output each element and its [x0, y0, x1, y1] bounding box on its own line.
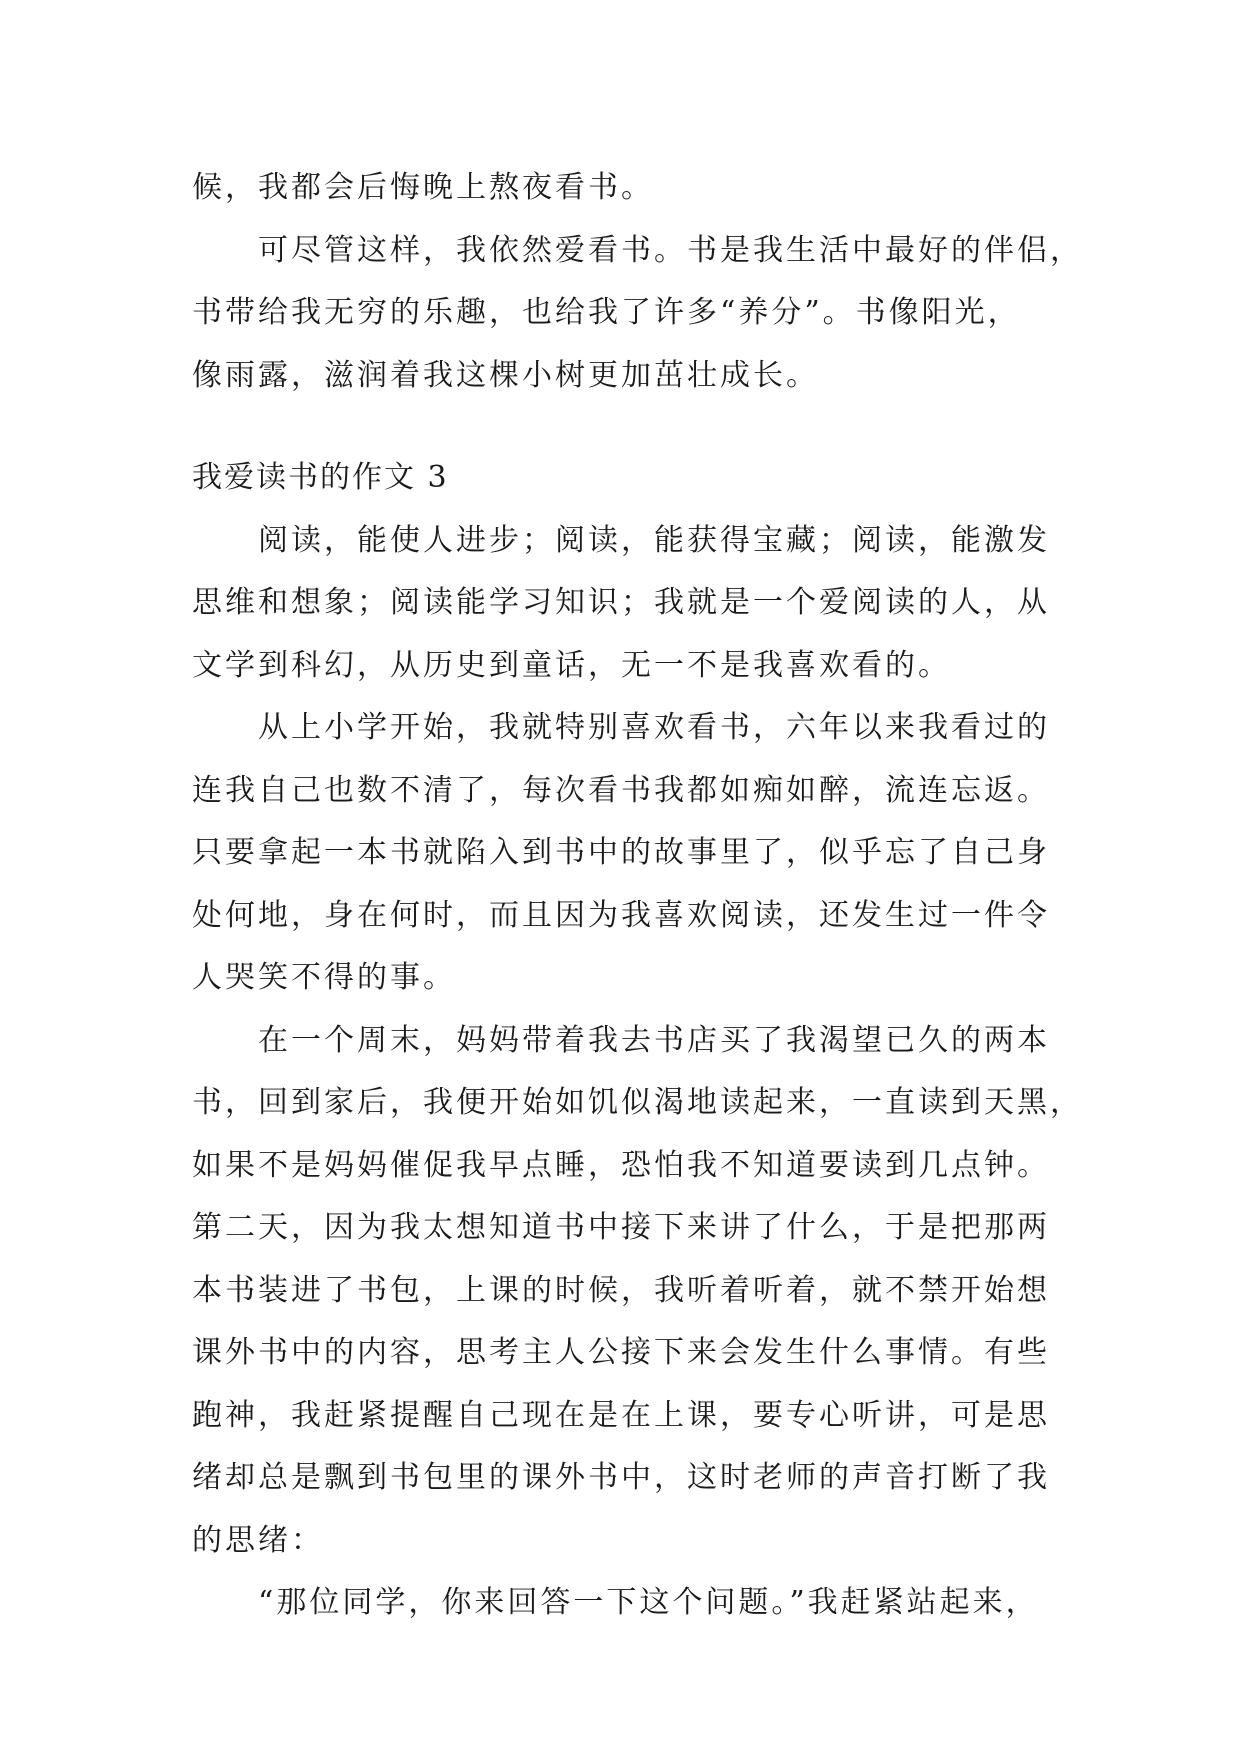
- text-line: 从上小学开始，我就特别喜欢看书，六年以来我看过的: [258, 710, 1050, 745]
- text-line: 文学到科幻，从历史到童话，无一不是我喜欢看的。: [192, 647, 951, 683]
- text-line: 的思绪：: [192, 1522, 324, 1558]
- section-gap: [192, 407, 1072, 447]
- text-line: 处何地，身在何时，而且因为我喜欢阅读，还发生过一件令: [192, 897, 1050, 933]
- document-body: [192, 157, 1083, 1635]
- paragraph-2: [192, 697, 1072, 1010]
- text-line: 可尽管这样，我依然爱看书。书是我生活中最好的伴侣，: [258, 232, 1083, 268]
- paragraph-3: [192, 1010, 1083, 1573]
- text-line: 候，我都会后悔晚上熬夜看书。: [192, 170, 654, 205]
- text-line: 连我自己也数不清了，每次看书我都如痴如醉，流连忘返。: [192, 772, 1050, 808]
- paragraph-4: [192, 1572, 1072, 1635]
- text-line: 本书装进了书包，上课的时候，我听着听着，就不禁开始想: [192, 1272, 1050, 1308]
- text-line: “那位同学，你来回答一下这个问题。”我赶紧站起来，: [258, 1585, 1039, 1620]
- text-line: 思维和想象；阅读能学习知识；我就是一个爱阅读的人，从: [192, 585, 1050, 620]
- text-line: 书，回到家后，我便开始如饥似渴地读起来，一直读到天黑，: [192, 1085, 1083, 1120]
- text-line: 在一个周末，妈妈带着我去书店买了我渴望已久的两本: [258, 1022, 1050, 1058]
- text-line: 如果不是妈妈催促我早点睡，恐怕我不知道要读到几点钟。: [192, 1147, 1050, 1183]
- intro-conclusion-paragraph: [192, 220, 1083, 408]
- text-line: 阅读，能使人进步；阅读，能获得宝藏；阅读，能激发: [258, 522, 1050, 558]
- text-line: 只要拿起一本书就陷入到书中的故事里了，似乎忘了自己身: [192, 835, 1050, 870]
- text-line: 书带给我无穷的乐趣，也给我了许多“养分”。书像阳光，: [192, 295, 1021, 330]
- text-line: 人哭笑不得的事。: [192, 960, 456, 995]
- text-line: 第二天，因为我太想知道书中接下来讲了什么，于是把那两: [192, 1210, 1050, 1245]
- text-line: 绪却总是飘到书包里的课外书中，这时老师的声音打断了我: [192, 1460, 1050, 1495]
- text-line: 课外书中的内容，思考主人公接下来会发生什么事情。有些: [192, 1335, 1050, 1370]
- intro-continuation: [192, 157, 1072, 220]
- essay-title: 我爱读书的作文 3: [192, 460, 449, 495]
- text-line: 跑神，我赶紧提醒自己现在是在上课，要专心听讲，可是思: [192, 1397, 1050, 1433]
- text-line: 像雨露，滋润着我这棵小树更加茁壮成长。: [192, 357, 819, 393]
- paragraph-1: [192, 510, 1072, 698]
